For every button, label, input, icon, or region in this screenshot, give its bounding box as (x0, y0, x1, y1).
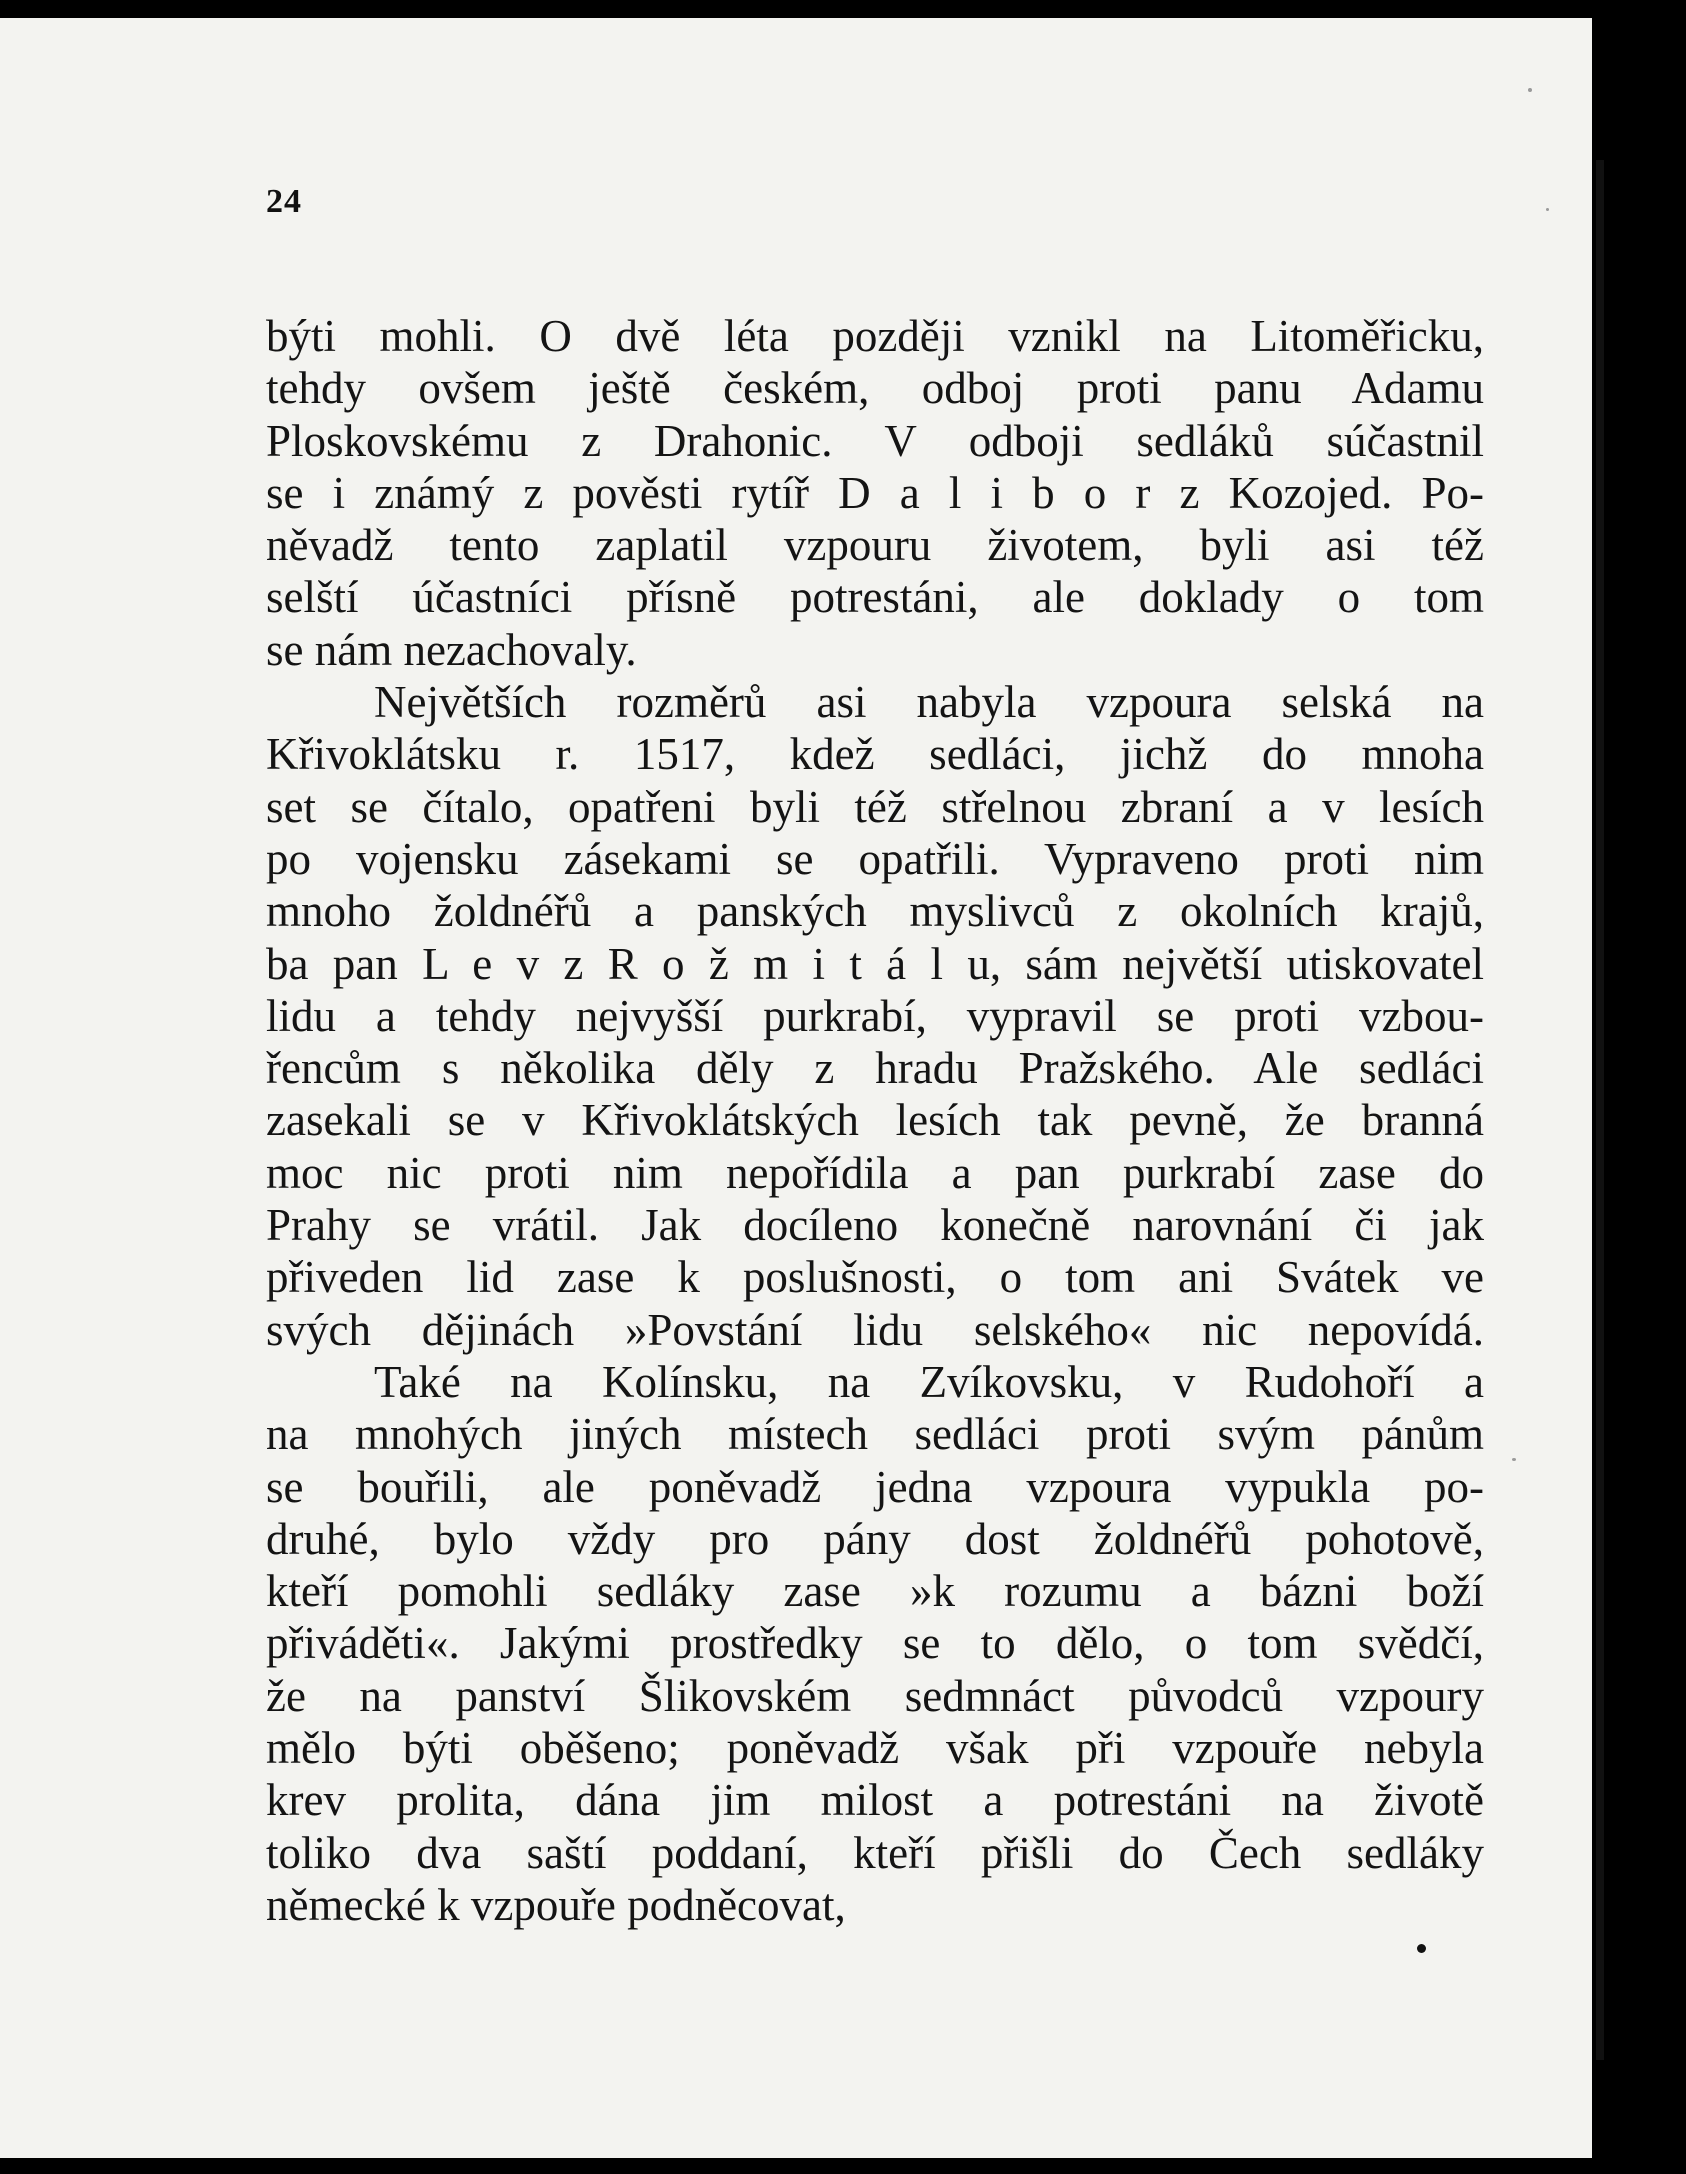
scan-speck (1546, 208, 1549, 211)
text-line: řencům s několika děly z hradu Pražského. Ale sedláci (266, 1043, 1484, 1094)
text-line: selští účastníci přísně potrestáni, ale doklady o tom (266, 572, 1484, 623)
stray-ink-dot (1417, 1944, 1426, 1953)
text-line: něvadž tento zaplatil vzpouru životem, byli asi též (266, 520, 1484, 571)
text-line: mnoho žoldnéřů a panských myslivců z okolních krajů, (266, 886, 1484, 937)
text-line: se nám nezachovaly. (266, 624, 637, 675)
text-line: druhé, bylo vždy pro pány dost žoldnéřů pohotově, (266, 1513, 1484, 1564)
text-line: mělo býti oběšeno; poněvadž však při vzpouře nebyla (266, 1723, 1484, 1774)
text-line: toliko dva saští poddaní, kteří přišli do Čech sedláky (266, 1827, 1484, 1878)
text-line: ba pan L e v z R o ž m i t á l u, sám největší utiskovatel (266, 938, 1484, 989)
text-line: zasekali se v Křivoklátských lesích tak pevně, že branná (266, 1095, 1484, 1146)
text-line: svých dějinách »Povstání lidu selského« nic nepovídá. (266, 1304, 1484, 1355)
binding-edge (1596, 160, 1604, 2060)
scan-speck (1512, 1458, 1516, 1461)
text-line: moc nic proti nim nepořídila a pan purkrabí zase do (266, 1147, 1484, 1198)
text-line: na mnohých jiných místech sedláci proti svým pánům (266, 1409, 1484, 1460)
text-line: krev prolita, dána jim milost a potrestáni na životě (266, 1775, 1484, 1826)
text-line: býti mohli. O dvě léta později vznikl na Litoměřicku, (266, 311, 1484, 361)
text-line: Prahy se vrátil. Jak docíleno konečně narovnání či jak (266, 1200, 1484, 1251)
text-line: Ploskovskému z Drahonic. V odboji sedláků súčastnil (266, 415, 1484, 466)
scan-border (1592, 18, 1686, 2174)
text-line: set se čítalo, opatřeni byli též střelnou zbraní a v lesích (266, 781, 1484, 832)
text-line: Největších rozměrů asi nabyla vzpoura selská na (374, 677, 1484, 728)
body-text (266, 310, 1484, 1931)
text-line: že na panství Šlikovském sedmnáct původců vzpoury (266, 1670, 1484, 1721)
text-line: se i známý z pověsti rytíř D a l i b o r z Kozojed. Po- (266, 467, 1484, 518)
text-line: Také na Kolínsku, na Zvíkovsku, v Rudohoří a (374, 1356, 1484, 1407)
text-line: přiveden lid zase k poslušnosti, o tom ani Svátek ve (266, 1252, 1484, 1303)
page-number: 24 (266, 183, 302, 220)
text-line: kteří pomohli sedláky zase »k rozumu a bázni boží (266, 1566, 1484, 1617)
text-line: Křivoklátsku r. 1517, kdež sedláci, jichž do mnoha (266, 729, 1484, 780)
text-line: se bouřili, ale poněvadž jedna vzpoura vypukla po- (266, 1461, 1484, 1512)
text-line: po vojensku zásekami se opatřili. Vypraveno proti nim (266, 833, 1484, 884)
text-line: německé k vzpouře podněcovat, (266, 1879, 846, 1930)
text-line: přiváděti«. Jakými prostředky se to dělo, o tom svědčí, (266, 1618, 1484, 1669)
scanned-page (0, 18, 1592, 2158)
scan-speck (1528, 88, 1532, 92)
text-line: tehdy ovšem ještě českém, odboj proti panu Adamu (266, 363, 1484, 414)
text-line: lidu a tehdy nejvyšší purkrabí, vypravil se proti vzbou- (266, 990, 1484, 1041)
